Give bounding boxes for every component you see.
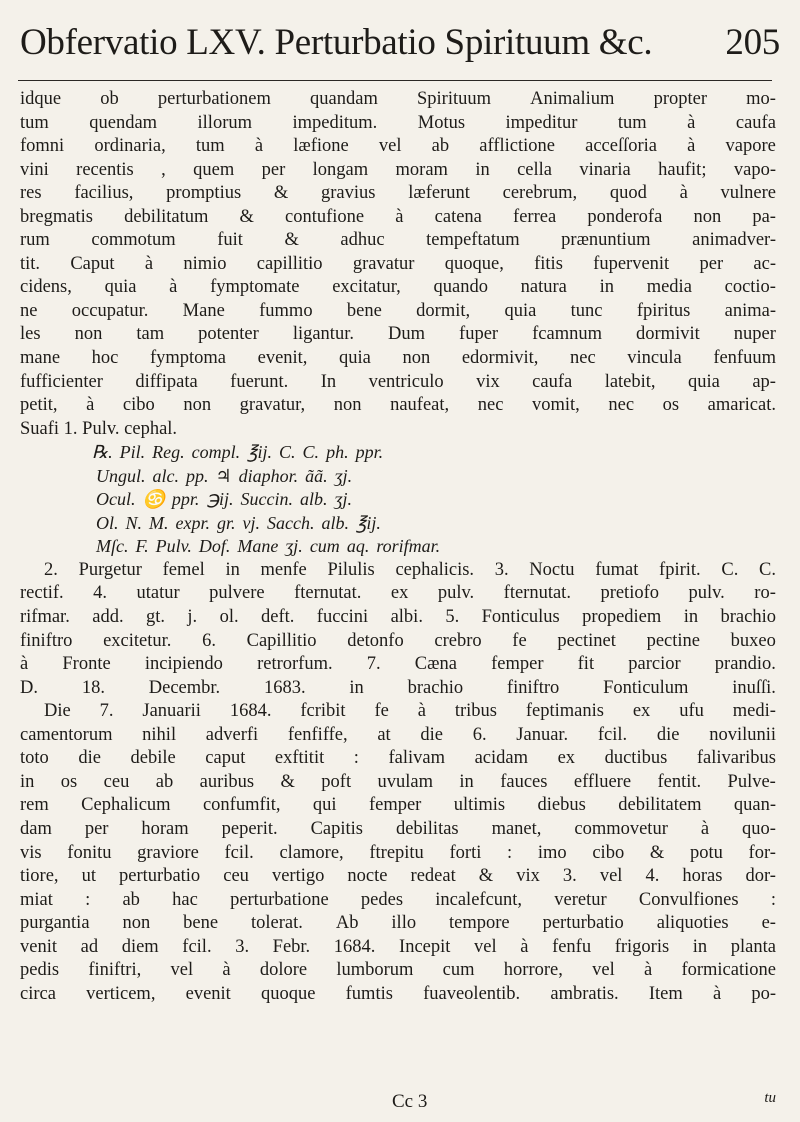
text-line: finiftro excitetur. 6. Capillitio detonfo crebro fe pectinet pectine buxeo	[20, 630, 776, 651]
page-footer	[20, 1090, 776, 1114]
text-line: tit. Caput à nimio capillitio gravatur quoque, fitis fupervenit per ac-	[20, 253, 776, 274]
text-line: rem Cephalicum confumfit, qui femper ultimis diebus debilitatem quan-	[20, 795, 776, 816]
recipe-line: ℞. Pil. Reg. compl. ℥ij. C. C. ph. ppr.	[92, 442, 384, 463]
text-line: fomni ordinaria, tum à læfione vel ab afflictione acceſſoria à vapore	[20, 136, 776, 157]
running-title: Obfervatio LXV. Perturbatio Spirituum &c.	[20, 22, 653, 63]
header-rule	[18, 80, 772, 81]
text-line: Die 7. Januarii 1684. fcribit fe à tribus feptimanis ex ufu medi-	[44, 701, 776, 722]
text-line: miat : ab hac perturbatione pedes incalefcunt, veretur Convulfiones :	[20, 889, 776, 910]
text-line: res facilius, promptius & gravius læferunt cerebrum, quod à vulnere	[20, 183, 776, 204]
text-line: petit, à cibo non gravatur, non naufeat, nec vomit, nec os amaricat.	[20, 395, 776, 416]
text-line: rectif. 4. utatur pulvere fternutat. ex pulv. fternutat. pretiofo pulv. ro-	[20, 583, 776, 604]
text-line: circa verticem, evenit quoque fumtis fuaveolentib. ambratis. Item à po-	[20, 983, 776, 1004]
text-line: 2. Purgetur femel in menfe Pilulis cephalicis. 3. Noctu fumat fpirit. C. C.	[44, 559, 776, 580]
page-number: 205	[725, 22, 780, 63]
main-text	[20, 88, 776, 1006]
text-line: D. 18. Decembr. 1683. in brachio finiftro Fonticulum inuſſi.	[20, 677, 776, 698]
text-line: bregmatis debilitatum & contufione à catena ferrea ponderofa non pa-	[20, 206, 776, 227]
text-line: ne occupatur. Mane fummo bene dormit, quia tunc fpiritus anima-	[20, 300, 776, 321]
text-line: rum commotum fuit & adhuc tempeftatum prænuntium animadver-	[20, 230, 776, 251]
signature-mark: Cc 3	[392, 1091, 428, 1112]
text-line: idque ob perturbationem quandam Spirituum Animalium propter mo-	[20, 89, 776, 109]
text-line: vini recentis , quem per longam moram in cella vinaria haufit; vapo-	[20, 159, 776, 180]
text-line: venit ad diem fcil. 3. Febr. 1684. Incepit vel à fenfu frigoris in planta	[20, 936, 776, 957]
text-line: Suafi 1. Pulv. cephal.	[20, 418, 178, 439]
catchword: tu	[764, 1090, 776, 1106]
text-line: mane hoc fymptoma evenit, quia non edormivit, nec vincula fenfuum	[20, 348, 776, 369]
text-line: les non tam potenter ligantur. Dum fuper fcamnum dormivit nuper	[20, 324, 776, 345]
text-line: fufficienter diffipata fuerunt. In ventriculo vix caufa latebit, quia ap-	[20, 371, 776, 392]
recipe-line: Ocul. ♋ ppr. ℈ij. Succin. alb. ʒj.	[96, 489, 353, 510]
text-line: toto die debile caput exftitit : falivam acidam ex ductibus falivaribus	[20, 748, 776, 769]
text-line: pedis finiftri, vel à dolore lumborum cum horrore, vel à formicatione	[20, 960, 776, 981]
text-line: camentorum nihil adverfi fenfiffe, at die 6. Januar. fcil. die novilunii	[20, 724, 776, 745]
text-line: dam per horam peperit. Capitis debilitas manet, commovetur à quo-	[20, 818, 776, 839]
text-line: à Fronte incipiendo retrorfum. 7. Cæna femper fit parcior prandio.	[20, 654, 776, 675]
text-line: tum quendam illorum impeditum. Motus impeditur tum à caufa	[20, 112, 776, 133]
text-line: rifmar. add. gt. j. ol. deft. fuccini albi. 5. Fonticulus propediem in brachio	[20, 607, 776, 628]
text-line: purgantia non bene tolerat. Ab illo tempore perturbatio aliquoties e-	[20, 913, 776, 934]
text-line: vis fonitu graviore fcil. clamore, ftrepitu forti : imo cibo & potu for-	[20, 842, 776, 863]
recipe-line: Ol. N. M. expr. gr. vj. Sacch. alb. ℥ij.	[96, 512, 381, 533]
recipe-line: Mſc. F. Pulv. Dof. Mane ʒj. cum aq. rorifmar.	[96, 536, 441, 557]
text-line: in os ceu ab auribus & poft uvulam in fauces effluere fentit. Pulve-	[20, 771, 776, 792]
text-line: cidens, quia à fymptomate excitatur, quando natura in media coctio-	[20, 277, 776, 298]
running-header	[20, 12, 780, 74]
recipe-line: Ungul. alc. pp. ♃ diaphor. ãã. ʒj.	[96, 465, 353, 486]
text-line: tiore, ut perturbatio ceu vertigo nocte redeat & vix 3. vel 4. horas dor-	[20, 866, 776, 887]
